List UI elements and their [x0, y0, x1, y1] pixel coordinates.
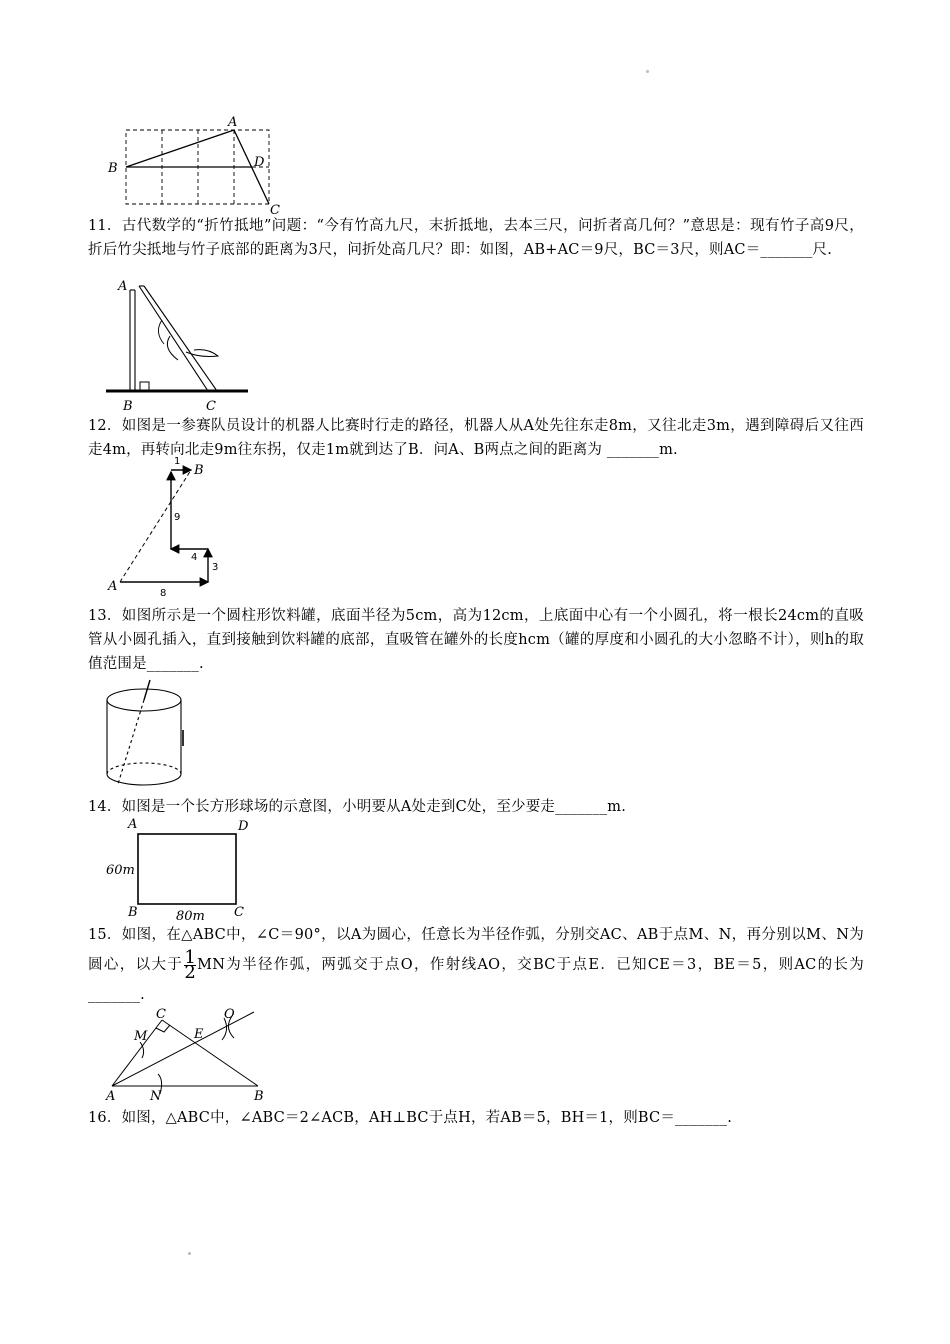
figure-cylinder — [104, 680, 188, 792]
label-d: D — [238, 819, 249, 834]
fraction-denominator: 2 — [184, 961, 196, 983]
label-m: M — [134, 1029, 148, 1044]
label-9: 9 — [174, 512, 181, 523]
figure-robot-path — [106, 454, 219, 600]
question-number: 11． — [88, 218, 122, 234]
question-text: 如图所示是一个圆柱形饮料罐，底面半径为5cm，高为12cm，上底面中心有一个小圆孔，将一根长24cm的直吸管从小圆孔插入，直到接触到饮料罐的底部，直吸管在罐外的长度hcm（罐的厚度和小圆孔的大小忽略不计），则h的取值范围是_______. — [88, 608, 864, 672]
label-width: 80m — [176, 909, 205, 924]
label-c: C — [270, 203, 280, 218]
label-e: E — [194, 1027, 204, 1042]
label-a: A — [228, 115, 238, 130]
label-a: A — [118, 279, 128, 294]
label-b: B — [108, 161, 118, 176]
label-1: 1 — [174, 456, 181, 467]
label-c: C — [234, 905, 244, 920]
label-b: B — [254, 1089, 264, 1104]
figure-angle-bisector — [104, 1007, 264, 1104]
question-number: 16． — [88, 1110, 122, 1126]
label-b: B — [123, 399, 133, 414]
fraction-half — [184, 946, 196, 983]
label-3: 3 — [212, 562, 219, 573]
question-16 — [88, 1106, 864, 1130]
figure-rectangle-field — [104, 814, 264, 924]
question-15 — [88, 920, 864, 1010]
question-text: 如图，△ABC中，∠ABC＝2∠ACB，AH⊥BC于点H，若AB＝5，BH＝1，则BC＝_______. — [121, 1110, 733, 1126]
label-a: A — [108, 579, 118, 594]
question-number: 12． — [88, 418, 122, 434]
label-c: C — [206, 399, 216, 414]
question-text: 如图是一参赛队员设计的机器人比赛时行走的路径，机器人从A处先往东走8m，又往北走3m，遇到障碍后又往西走4m，再转向北走9m往东拐，仅走1m就到达了B．问A、B两点之间的距离为 _______m. — [88, 418, 864, 458]
label-d: D — [254, 155, 265, 170]
label-b: B — [194, 463, 204, 478]
label-c: C — [156, 1007, 166, 1022]
scan-dot — [646, 70, 649, 73]
question-text-part-b: MN为半径作弧，两弧交于点O，作射线AO，交BC于点E．已知CE＝3，BE＝5，则AC的长为_______. — [88, 957, 864, 1003]
scan-dot — [188, 1252, 191, 1255]
label-o: O — [224, 1007, 235, 1022]
question-number: 13． — [88, 608, 122, 624]
question-text: 如图是一个长方形球场的示意图，小明要从A处走到C处，至少要走_______m. — [121, 799, 627, 815]
question-number: 15． — [88, 927, 122, 943]
label-height: 60m — [106, 863, 135, 878]
label-b: B — [128, 905, 138, 920]
question-11 — [88, 214, 864, 262]
question-number: 14． — [88, 799, 122, 815]
question-13 — [88, 604, 864, 676]
figure-grid-abcd — [104, 112, 284, 216]
label-8: 8 — [160, 588, 167, 599]
figure-bamboo — [106, 276, 256, 414]
fraction-numerator: 1 — [184, 946, 196, 968]
label-a: A — [106, 1089, 116, 1104]
question-text: 古代数学的“折竹抵地”问题：“今有竹高九尺，末折抵地，去本三尺，问折者高几何？”意思是：现有竹子高9尺，折后竹尖抵地与竹子底部的距离为3尺，问折处高几尺？即：如图，AB+AC＝9尺，BC＝3尺，则AC＝_______尺. — [88, 218, 864, 258]
label-4: 4 — [191, 552, 198, 563]
label-a: A — [128, 817, 138, 832]
label-n: N — [150, 1089, 162, 1104]
question-text-part-a: 如图，在△ABC中，∠C＝90°，以A为圆心，任意长为半径作弧，分别交AC、AB于点M、N，再分别以M、N为圆心，以大于 — [88, 927, 864, 973]
